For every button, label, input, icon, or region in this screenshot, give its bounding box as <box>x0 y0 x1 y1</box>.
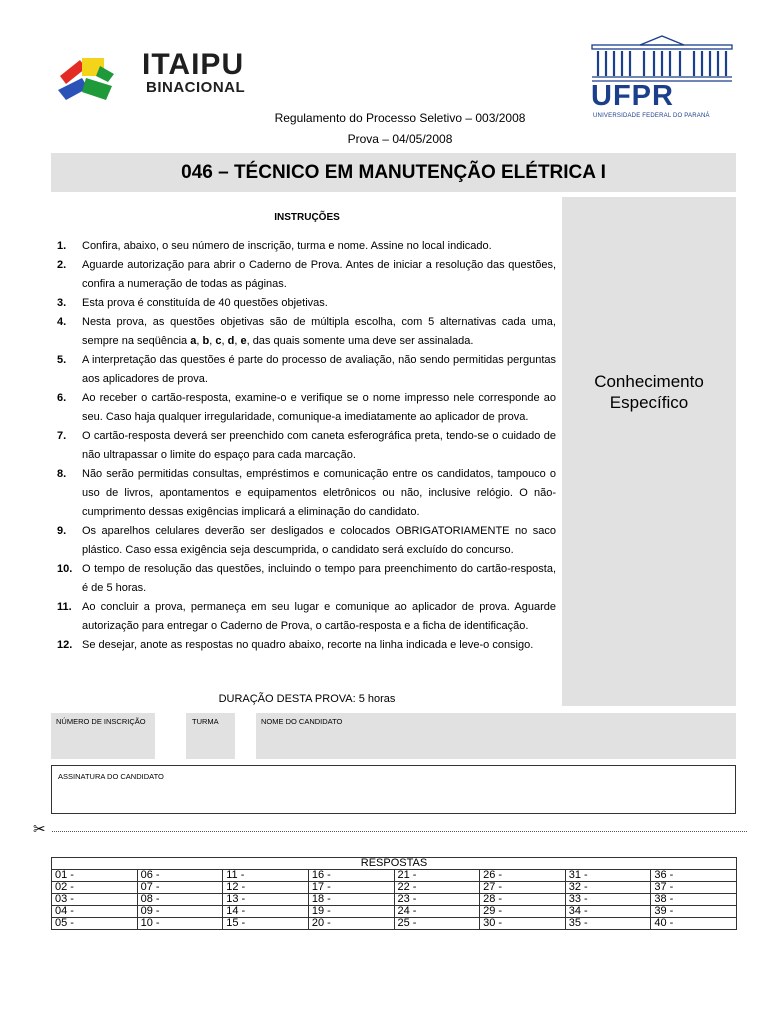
instruction-text: O tempo de resolução das questões, incluindo o tempo para preenchimento do cartão-resposta, é de 5 horas. <box>82 563 556 594</box>
answer-cell[interactable]: 33 - <box>565 894 651 906</box>
instruction-text: Aguarde autorização para abrir o Caderno de Prova. Antes de iniciar a resolução das questões, confira a numeração de todas as páginas. <box>82 259 556 290</box>
answers-row <box>52 894 737 906</box>
answer-cell[interactable]: 12 - <box>223 882 309 894</box>
answer-cell[interactable]: 32 - <box>565 882 651 894</box>
answer-cell[interactable]: 18 - <box>308 894 394 906</box>
instruction-number: 11. <box>57 601 72 613</box>
instruction-number: 9. <box>57 525 67 537</box>
instruction-text: Não serão permitidas consultas, empréstimos e comunicação entre os candidatos, tampouco o uso de livros, apontamentos e equipamentos eletrônicos ou não, inclusive relógio. O não-cumprimento dessas exigências implicará a eliminação do candidato. <box>82 468 556 518</box>
subject-panel <box>562 197 736 706</box>
instruction-item <box>51 636 556 655</box>
answer-cell[interactable]: 39 - <box>651 906 737 918</box>
instruction-item <box>51 256 556 294</box>
answers-row <box>52 918 737 930</box>
answers-table <box>51 857 737 930</box>
answer-cell[interactable]: 02 - <box>52 882 138 894</box>
regulamento-text: Regulamento do Processo Seletivo – 003/2008 <box>274 111 526 125</box>
answer-cell[interactable]: 38 - <box>651 894 737 906</box>
instruction-item <box>51 237 556 256</box>
answer-cell[interactable]: 36 - <box>651 870 737 882</box>
instruction-number: 2. <box>57 259 67 271</box>
instruction-text: Os aparelhos celulares deverão ser desligados e colocados OBRIGATORIAMENTE no saco plástico. Caso essa exigência seja descumprida, o candidato será excluído do concurso. <box>82 525 556 556</box>
instruction-item <box>51 522 556 560</box>
answer-cell[interactable]: 07 - <box>137 882 223 894</box>
instruction-item <box>51 389 556 427</box>
scissors-icon: ✂ <box>33 821 46 838</box>
instruction-text: Nesta prova, as questões objetivas são de múltipla escolha, com 5 alternativas cada uma, sempre na seqüência a, b, c, d, e, das quais somente uma deve ser assinalada. <box>82 316 556 347</box>
instruction-item <box>51 294 556 313</box>
ufpr-building-icon <box>588 33 736 85</box>
answer-cell[interactable]: 11 - <box>223 870 309 882</box>
instruction-number: 10. <box>57 563 73 575</box>
numero-inscricao-label: NÚMERO DE INSCRIÇÃO <box>56 717 146 726</box>
answer-cell[interactable]: 06 - <box>137 870 223 882</box>
answer-cell[interactable]: 17 - <box>308 882 394 894</box>
instruction-item <box>51 598 556 636</box>
assinatura-field[interactable] <box>51 765 736 814</box>
answer-cell[interactable]: 20 - <box>308 918 394 930</box>
itaipu-logo <box>52 48 272 108</box>
answer-cell[interactable]: 22 - <box>394 882 480 894</box>
instruction-item <box>51 351 556 389</box>
answer-cell[interactable]: 01 - <box>52 870 138 882</box>
instruction-number: 12. <box>57 639 73 651</box>
instruction-text: Ao receber o cartão-resposta, examine-o e verifique se o nome impresso nele corresponde ao seu. Caso haja qualquer irregularidade, comunique-a imediatamente ao aplicador de prova. <box>82 392 556 423</box>
instructions-heading: INSTRUÇÕES <box>274 212 340 223</box>
answer-cell[interactable]: 16 - <box>308 870 394 882</box>
instruction-number: 7. <box>57 430 67 442</box>
turma-label: TURMA <box>192 717 219 726</box>
title-bar <box>51 153 736 192</box>
instruction-number: 5. <box>57 354 67 366</box>
instruction-item <box>51 427 556 465</box>
answer-cell[interactable]: 26 - <box>480 870 566 882</box>
instruction-item <box>51 560 556 598</box>
answer-cell[interactable]: 40 - <box>651 918 737 930</box>
answer-cell[interactable]: 14 - <box>223 906 309 918</box>
subject-line1: Conhecimento <box>594 372 704 391</box>
assinatura-label: ASSINATURA DO CANDIDATO <box>58 772 164 781</box>
nome-candidato-label: NOME DO CANDIDATO <box>261 717 343 726</box>
answers-row <box>52 882 737 894</box>
instructions-list <box>51 237 556 655</box>
instruction-number: 8. <box>57 468 67 480</box>
numero-inscricao-field[interactable] <box>51 713 155 759</box>
answer-cell[interactable]: 10 - <box>137 918 223 930</box>
ufpr-full-name: UNIVERSIDADE FEDERAL DO PARANÁ <box>593 113 710 119</box>
subject-line2: Específico <box>609 393 689 412</box>
duration-text: DURAÇÃO DESTA PROVA: 5 horas <box>218 693 396 705</box>
instruction-number: 4. <box>57 316 67 328</box>
answer-cell[interactable]: 34 - <box>565 906 651 918</box>
instruction-text: Esta prova é constituída de 40 questões objetivas. <box>82 297 328 309</box>
cut-line <box>52 831 747 832</box>
answer-cell[interactable]: 09 - <box>137 906 223 918</box>
answer-cell[interactable]: 37 - <box>651 882 737 894</box>
prova-date: Prova – 04/05/2008 <box>347 132 453 146</box>
answer-cell[interactable]: 13 - <box>223 894 309 906</box>
instruction-number: 6. <box>57 392 67 404</box>
answers-heading: RESPOSTAS <box>52 858 737 870</box>
itaipu-logo-line2: BINACIONAL <box>146 79 246 96</box>
page-title: 046 – TÉCNICO EM MANUTENÇÃO ELÉTRICA I <box>181 162 606 183</box>
instruction-item <box>51 465 556 522</box>
instruction-text: Ao concluir a prova, permaneça em seu lugar e comunique ao aplicador de prova. Aguarde autorização para entregar o Caderno de Prova, o cartão-resposta e a ficha de identificação. <box>82 601 556 632</box>
answer-cell[interactable]: 04 - <box>52 906 138 918</box>
answer-cell[interactable]: 23 - <box>394 894 480 906</box>
answers-row <box>52 906 737 918</box>
answer-cell[interactable]: 08 - <box>137 894 223 906</box>
answer-cell[interactable]: 25 - <box>394 918 480 930</box>
answer-cell[interactable]: 19 - <box>308 906 394 918</box>
instruction-text: Se desejar, anote as respostas no quadro abaixo, recorte na linha indicada e leve-o consigo. <box>82 639 534 651</box>
subject-label <box>562 371 736 413</box>
answer-cell[interactable]: 30 - <box>480 918 566 930</box>
itaipu-logo-line1: ITAIPU <box>142 48 245 81</box>
answer-cell[interactable]: 27 - <box>480 882 566 894</box>
instruction-text: Confira, abaixo, o seu número de inscrição, turma e nome. Assine no local indicado. <box>82 240 492 252</box>
ufpr-logo <box>588 33 736 123</box>
instruction-item <box>51 313 556 351</box>
turma-field[interactable] <box>186 713 235 759</box>
answer-cell[interactable]: 24 - <box>394 906 480 918</box>
answer-cell[interactable]: 21 - <box>394 870 480 882</box>
answers-body <box>52 870 737 930</box>
nome-candidato-field[interactable] <box>256 713 736 759</box>
answer-cell[interactable]: 05 - <box>52 918 138 930</box>
answer-cell[interactable]: 31 - <box>565 870 651 882</box>
answer-cell[interactable]: 35 - <box>565 918 651 930</box>
answer-cell[interactable]: 03 - <box>52 894 138 906</box>
ufpr-acronym: UFPR <box>591 80 674 112</box>
instruction-text: O cartão-resposta deverá ser preenchido com caneta esferográfica preta, tendo-se o cuidado de não ultrapassar o limite do espaço para cada marcação. <box>82 430 556 461</box>
answer-cell[interactable]: 15 - <box>223 918 309 930</box>
answers-row <box>52 870 737 882</box>
instruction-number: 3. <box>57 297 67 309</box>
answer-cell[interactable]: 29 - <box>480 906 566 918</box>
instruction-text: A interpretação das questões é parte do processo de avaliação, não sendo permitidas perguntas aos aplicadores de prova. <box>82 354 556 385</box>
answer-cell[interactable]: 28 - <box>480 894 566 906</box>
instruction-number: 1. <box>57 240 67 252</box>
